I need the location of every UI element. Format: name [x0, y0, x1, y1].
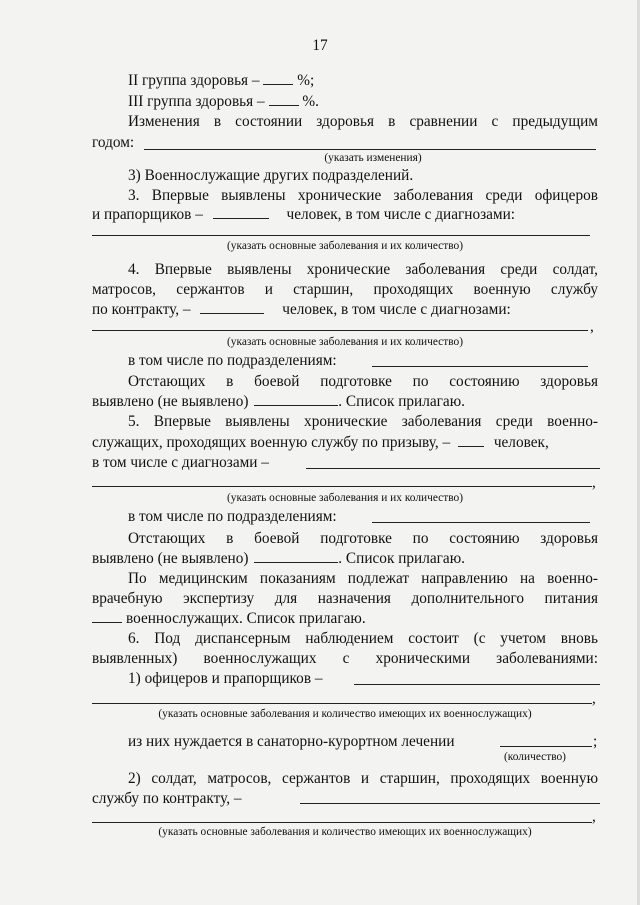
text-fragment: человек, в том числе с диагнозами: [282, 301, 511, 318]
caption: (указать основные заболевания и их количество) [227, 336, 463, 348]
text-line: 4. Впервые выявлены хронические заболевания среди солдат, [128, 261, 598, 278]
text-line [92, 206, 598, 224]
text-line: Изменения в состоянии здоровья в сравнении с предыдущим [128, 113, 598, 130]
fill-line [92, 235, 590, 236]
caption: (указать основные заболевания и их количество) [227, 492, 463, 504]
text-line: 3) Военнослужащие других подразделений. [128, 167, 414, 184]
count-blank [92, 610, 122, 623]
text-line: из них нуждается в санаторно-курортном лечении [128, 733, 455, 750]
fill-line [500, 746, 592, 747]
text-line: 6. Под диспансерным наблюдением состоит (с учетом вновь [128, 630, 598, 647]
text-line: Отстающих в боевой подготовке по состоянию здоровья [128, 373, 598, 390]
text-fragment: человек, [493, 434, 549, 451]
caption: (указать изменения) [324, 152, 422, 164]
text-fragment: выявлено (не выявлено) [92, 550, 249, 567]
fill-line [306, 468, 600, 469]
comma: , [592, 808, 596, 825]
text-line [92, 550, 598, 568]
text-line: матросов, сержантов и старшин, проходящих военную службу [92, 281, 598, 298]
health-group-2-line [128, 72, 634, 90]
comma: , [592, 690, 596, 707]
text-fragment: военнослужащих. Список прилагаю. [126, 610, 366, 627]
caption: (количество) [504, 751, 566, 763]
fill-line [300, 803, 600, 804]
fill-line [354, 684, 600, 685]
text-line: врачебную экспертизу для назначения дополнительного питания [92, 590, 598, 607]
percent-sign: %; [297, 72, 315, 89]
value-blank [254, 393, 338, 406]
text-fragment: выявлено (не выявлено) [92, 393, 249, 410]
text-line [92, 610, 598, 628]
health-group-3-blank [269, 93, 299, 106]
text-line [92, 301, 598, 319]
text-line: в том числе по подразделениям: [128, 508, 337, 525]
percent-sign: %. [302, 93, 319, 110]
caption: (указать основные заболевания и количество имеющих их военнослужащих) [158, 826, 532, 838]
text-line: 1) офицеров и прапорщиков – [128, 670, 323, 687]
fill-line [92, 330, 588, 331]
text-line: Отстающих в боевой подготовке по состоянию здоровья [128, 530, 598, 547]
count-blank [458, 434, 484, 447]
text-line: в том числе с диагнозами – [92, 454, 269, 471]
text-line [92, 434, 598, 452]
health-group-2-blank [263, 72, 293, 85]
value-blank [254, 550, 338, 563]
text-fragment: человек, в том числе с диагнозами: [286, 206, 516, 223]
semicolon: ; [593, 733, 598, 750]
text-line: 5. Впервые выявлены хронические заболевания среди военно- [128, 413, 598, 430]
fill-line [92, 822, 592, 823]
text-fragment: служащих, проходящих военную службу по призыву, – [92, 434, 451, 451]
text-line: службу по контракту, – [92, 790, 242, 807]
text-line: 2) солдат, матросов, сержантов и старшин, проходящих военную [128, 770, 598, 787]
text-fragment: . Список прилагаю. [338, 393, 465, 410]
count-blank [213, 206, 269, 219]
text-line [92, 393, 598, 411]
text-fragment: . Список прилагаю. [338, 550, 465, 567]
text-line: выявленных) военнослужащих с хроническими заболеваниями: [92, 650, 598, 667]
fill-line [372, 522, 590, 523]
fill-line [92, 703, 592, 704]
comma: , [592, 474, 596, 491]
text-line: в том числе по подразделениям: [128, 352, 337, 369]
health-group-3-line [128, 93, 634, 111]
text-line: 3. Впервые выявлены хронические заболевания среди офицеров [128, 187, 598, 204]
health-group-2-label: II группа здоровья – [128, 72, 260, 89]
fill-line [92, 486, 592, 487]
caption: (указать основные заболевания и количество имеющих их военнослужащих) [158, 708, 532, 720]
health-group-3-label: III группа здоровья – [128, 93, 265, 110]
text-fragment: по контракту, – [92, 301, 191, 318]
fill-line [372, 366, 588, 367]
comma: , [590, 318, 594, 335]
page-number: 17 [312, 37, 328, 54]
count-blank [200, 301, 264, 314]
caption: (указать основные заболевания и их количество) [227, 240, 463, 252]
text-line: По медицинским показаниям подлежат направлению на военно- [128, 570, 598, 587]
fill-line [144, 149, 596, 150]
text-fragment: и прапорщиков – [92, 206, 203, 223]
text-line: годом: [92, 134, 135, 151]
